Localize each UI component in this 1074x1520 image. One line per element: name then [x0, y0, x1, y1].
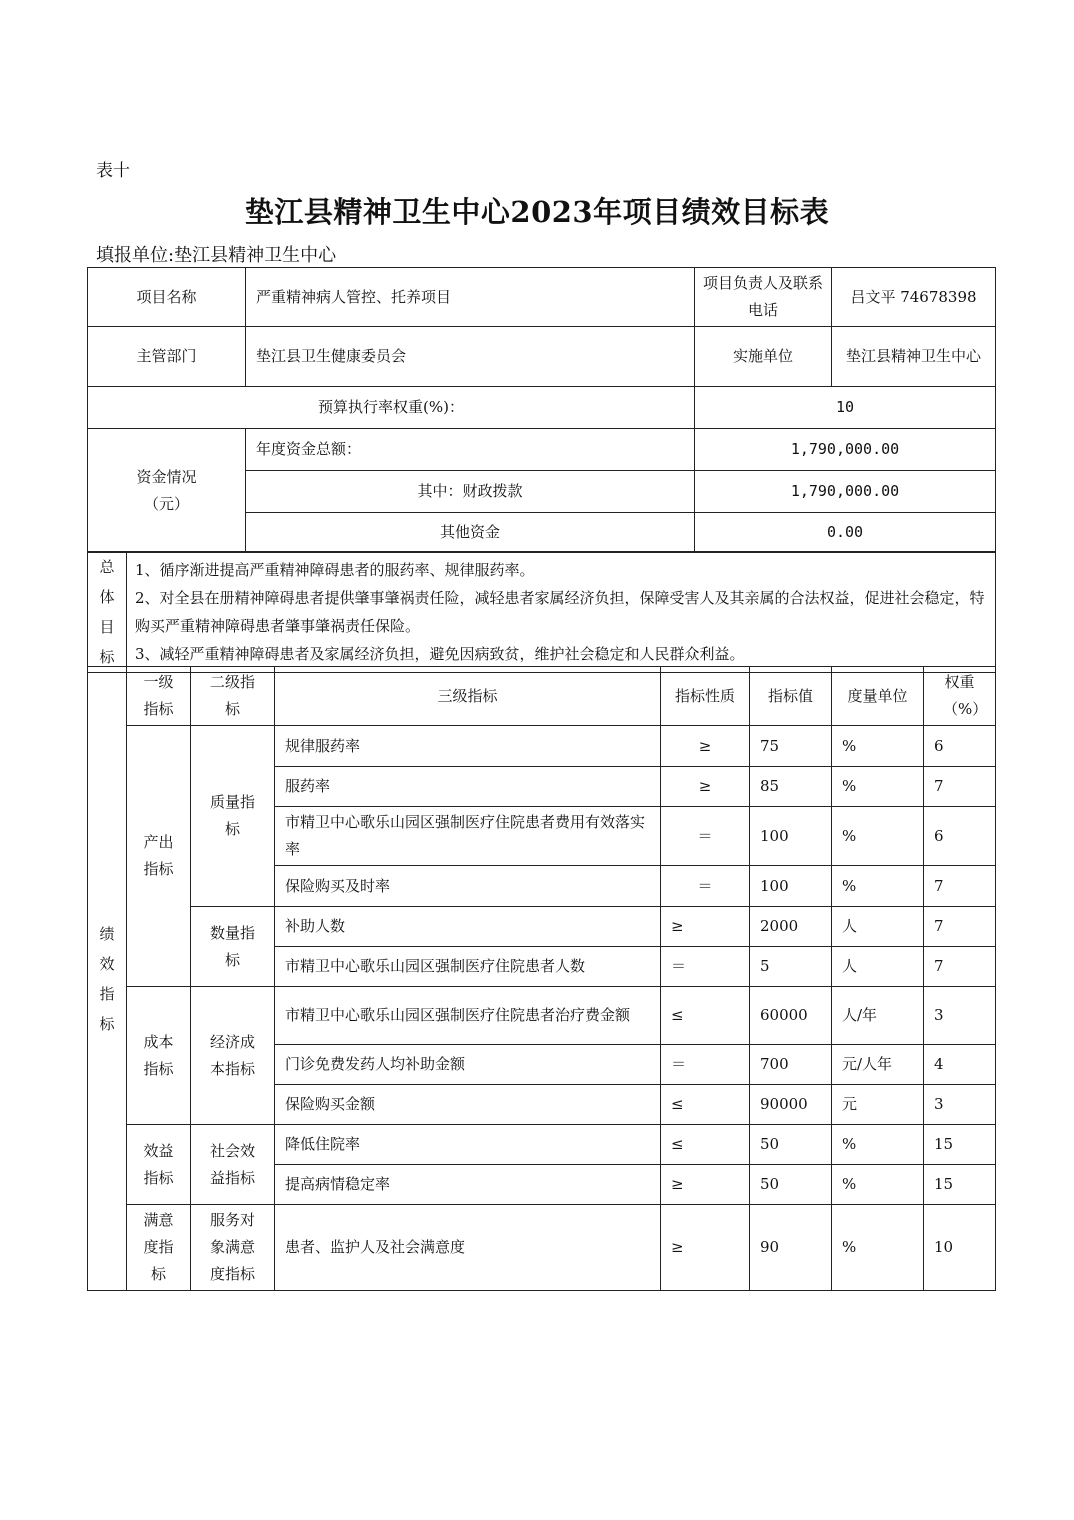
goal-label-text: 总体目标 — [99, 558, 115, 666]
funds-label-text: 资金情况（元） — [136, 467, 197, 513]
indicator-nature: ≥ — [661, 1205, 750, 1291]
indicator-unit: 人 — [832, 907, 924, 947]
indicator-weight: 7 — [924, 767, 996, 807]
group-social-text: 社会效益指标 — [210, 1141, 256, 1187]
indicator-weight: 3 — [924, 987, 996, 1045]
header-weight-text: 权重（%） — [943, 673, 988, 718]
group-quality — [191, 726, 275, 907]
indicator-value: 50 — [750, 1125, 832, 1165]
goal-label — [88, 552, 127, 673]
group-service — [191, 1205, 275, 1291]
group-cost — [127, 987, 191, 1125]
group-economic — [191, 987, 275, 1125]
indicator-name: 保险购买及时率 — [275, 866, 661, 907]
indicator-unit: % — [832, 866, 924, 907]
indicator-name: 门诊免费发药人均补助金额 — [275, 1045, 661, 1085]
indicator-weight: 7 — [924, 907, 996, 947]
indicator-value: 75 — [750, 726, 832, 767]
performance-table — [87, 666, 996, 1291]
annual-funds-value: 1,790,000.00 — [695, 429, 996, 471]
group-output-text: 产出指标 — [143, 833, 174, 878]
project-name-label: 项目名称 — [88, 268, 246, 327]
dept-value: 垫江县卫生健康委员会 — [246, 327, 695, 387]
indicator-unit: % — [832, 1205, 924, 1291]
indicator-value: 90000 — [750, 1085, 832, 1125]
indicator-name: 患者、监护人及社会满意度 — [275, 1205, 661, 1291]
header-l2-text: 二级指标 — [210, 673, 256, 718]
indicator-nature: ＝ — [661, 1045, 750, 1085]
group-service-text: 服务对象满意度指标 — [210, 1211, 256, 1283]
indicator-unit: % — [832, 1165, 924, 1205]
indicator-nature: ＝ — [661, 807, 750, 866]
indicator-nature: ＝ — [661, 866, 750, 907]
indicator-weight: 4 — [924, 1045, 996, 1085]
budget-weight-label: 预算执行率权重(%)： — [88, 387, 695, 429]
indicator-value: 100 — [750, 866, 832, 907]
indicator-weight: 7 — [924, 947, 996, 987]
group-satisfaction-text: 满意度指标 — [143, 1211, 174, 1283]
group-satisfaction — [127, 1205, 191, 1291]
impl-unit-value: 垫江县精神卫生中心 — [832, 327, 996, 387]
indicator-value: 50 — [750, 1165, 832, 1205]
indicator-name: 市精卫中心歌乐山园区强制医疗住院患者治疗费金额 — [275, 987, 661, 1045]
group-output — [127, 726, 191, 987]
indicator-weight: 6 — [924, 807, 996, 866]
indicator-nature: ＝ — [661, 947, 750, 987]
annual-funds-label: 年度资金总额： — [246, 429, 695, 471]
impl-unit-label: 实施单位 — [695, 327, 832, 387]
indicator-unit: 元 — [832, 1085, 924, 1125]
overall-goal-table — [87, 551, 996, 673]
indicator-nature: ≤ — [661, 1125, 750, 1165]
contact-value: 吕文平 74678398 — [832, 268, 996, 327]
indicator-nature: ≥ — [661, 907, 750, 947]
indicator-unit: % — [832, 807, 924, 866]
indicator-weight: 6 — [924, 726, 996, 767]
project-name-value: 严重精神病人管控、托养项目 — [246, 268, 695, 327]
indicator-weight: 3 — [924, 1085, 996, 1125]
header-l1 — [127, 667, 191, 726]
indicator-weight: 15 — [924, 1125, 996, 1165]
indicator-unit: 人/年 — [832, 987, 924, 1045]
group-benefit — [127, 1125, 191, 1205]
indicator-nature: ≤ — [661, 987, 750, 1045]
indicator-name: 规律服药率 — [275, 726, 661, 767]
goal-item: 3、减轻严重精神障碍患者及家属经济负担，避免因病致贫，维护社会稳定和人民群众利益。 — [135, 645, 745, 663]
indicator-name: 提高病情稳定率 — [275, 1165, 661, 1205]
goal-content — [127, 552, 996, 673]
fiscal-funds-value: 1,790,000.00 — [695, 471, 996, 513]
indicator-weight: 7 — [924, 866, 996, 907]
reporting-unit: 填报单位:垫江县精神卫生中心 — [96, 245, 337, 266]
header-nature: 指标性质 — [661, 667, 750, 726]
indicator-weight: 15 — [924, 1165, 996, 1205]
goal-item: 1、循序渐进提高严重精神障碍患者的服药率、规律服药率。 — [135, 561, 535, 579]
indicator-nature: ≤ — [661, 1085, 750, 1125]
group-economic-text: 经济成本指标 — [210, 1032, 256, 1078]
goal-item: 2、对全县在册精神障碍患者提供肇事肇祸责任险，减轻患者家属经济负担，保障受害人及其亲属的合法权益，促进社会稳定，特购买严重精神障碍患者肇事肇祸责任保险。 — [135, 589, 985, 635]
indicator-unit: 元/人年 — [832, 1045, 924, 1085]
group-social — [191, 1125, 275, 1205]
indicator-name: 保险购买金额 — [275, 1085, 661, 1125]
group-quantity — [191, 907, 275, 987]
contact-label: 项目负责人及联系电话 — [695, 268, 832, 327]
indicator-value: 2000 — [750, 907, 832, 947]
indicator-unit: % — [832, 1125, 924, 1165]
indicator-value: 5 — [750, 947, 832, 987]
indicator-name: 降低住院率 — [275, 1125, 661, 1165]
dept-label: 主管部门 — [88, 327, 246, 387]
doc-title: 垫江县精神卫生中心2023年项目绩效目标表 — [244, 195, 830, 229]
indicator-nature: ≥ — [661, 726, 750, 767]
group-benefit-text: 效益指标 — [143, 1141, 174, 1187]
indicator-name: 市精卫中心歌乐山园区强制医疗住院患者费用有效落实率 — [275, 807, 661, 866]
indicator-value: 60000 — [750, 987, 832, 1045]
funds-label — [88, 429, 246, 553]
header-l3: 三级指标 — [275, 667, 661, 726]
indicator-unit: 人 — [832, 947, 924, 987]
group-cost-text: 成本指标 — [143, 1032, 174, 1078]
header-l1-text: 一级指标 — [143, 673, 174, 718]
indicator-unit: % — [832, 726, 924, 767]
indicator-value: 700 — [750, 1045, 832, 1085]
perf-label — [88, 667, 127, 1291]
other-funds-value: 0.00 — [695, 513, 996, 553]
fiscal-funds-label: 其中：财政拨款 — [246, 471, 695, 513]
project-info-table — [87, 267, 996, 553]
doc-label: 表十 — [96, 161, 130, 181]
header-weight — [924, 667, 996, 726]
group-quantity-text: 数量指标 — [210, 923, 256, 969]
indicator-weight: 10 — [924, 1205, 996, 1291]
perf-label-text: 绩效指标 — [99, 924, 115, 1033]
budget-weight-value: 10 — [695, 387, 996, 429]
indicator-name: 市精卫中心歌乐山园区强制医疗住院患者人数 — [275, 947, 661, 987]
header-l2 — [191, 667, 275, 726]
indicator-name: 补助人数 — [275, 907, 661, 947]
indicator-value: 90 — [750, 1205, 832, 1291]
other-funds-label: 其他资金 — [246, 513, 695, 553]
group-quality-text: 质量指标 — [210, 793, 256, 838]
header-unit: 度量单位 — [832, 667, 924, 726]
header-value: 指标值 — [750, 667, 832, 726]
indicator-nature: ≥ — [661, 767, 750, 807]
indicator-nature: ≥ — [661, 1165, 750, 1205]
indicator-value: 85 — [750, 767, 832, 807]
indicator-unit: % — [832, 767, 924, 807]
indicator-name: 服药率 — [275, 767, 661, 807]
indicator-value: 100 — [750, 807, 832, 866]
